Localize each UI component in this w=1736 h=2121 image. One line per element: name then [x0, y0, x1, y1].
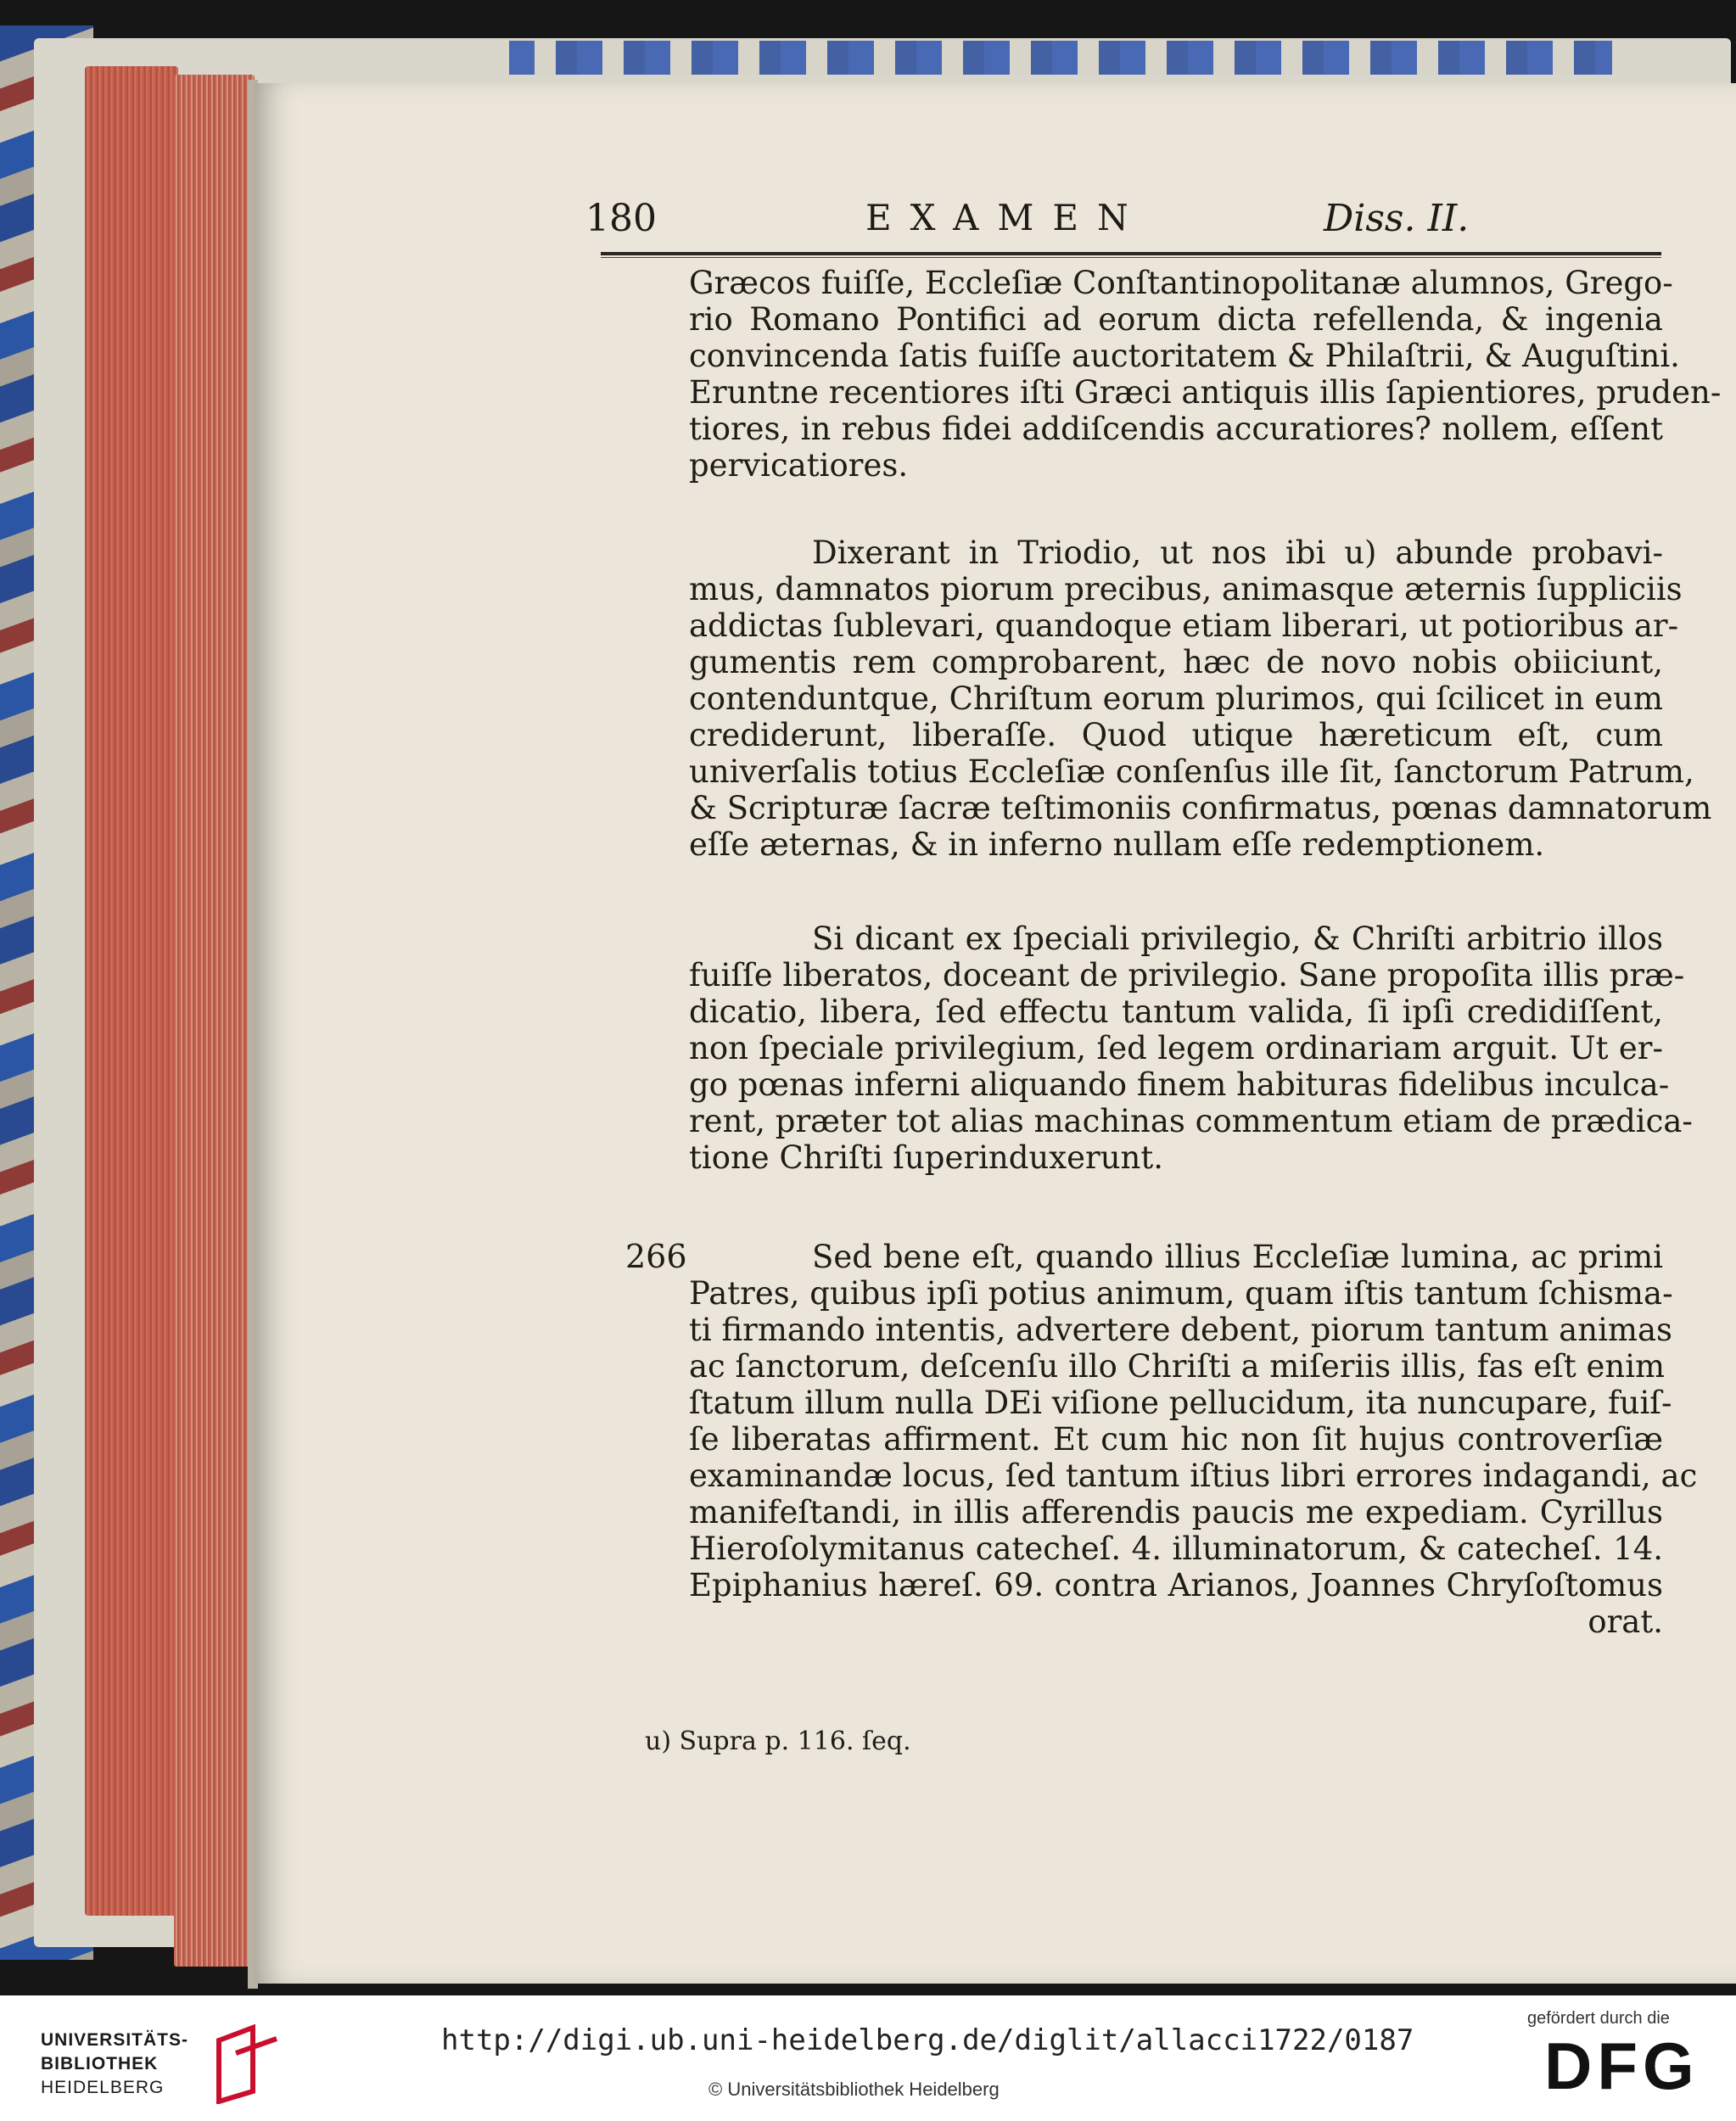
text-line: gumentis rem comprobarent, hæc de novo nobis obiiciunt, — [689, 644, 1663, 680]
section-label: Diss. II. — [1324, 197, 1470, 240]
text-line: Græcos fuiſſe, Eccleſiæ Conſtantinopolitanæ alumnos, Grego- — [689, 265, 1673, 301]
paragraph-3 — [689, 921, 1693, 1176]
margin-number: 266 — [625, 1238, 687, 1275]
text-line: dicatio, libera, ſed effectu tantum valida, ſi ipſi credidiſſent, — [689, 993, 1663, 1030]
dfg-logo[interactable]: DFG — [1544, 2029, 1700, 2103]
text-line: crediderunt, liberaſſe. Quod utique hæreticum eſt, cum — [689, 717, 1663, 753]
text-line: Patres, quibus ipſi potius animum, quam iſtis tantum ſchisma- — [689, 1275, 1673, 1312]
text-line: rent, præter tot alias machinas commentum etiam de prædica- — [689, 1103, 1693, 1139]
text-line: addictas ſublevari, quandoque etiam liberari, ut potioribus ar- — [689, 607, 1679, 644]
text-line: examinandæ locus, ſed tantum iſtius libri errores indagandi, ac — [689, 1458, 1698, 1494]
text-line: convincenda ſatis fuiſſe auctoritatem & Philaſtrii, & Auguſtini. — [689, 338, 1680, 374]
running-title: EXAMEN — [865, 197, 1147, 238]
text-line: Dixerant in Triodio, ut nos ibi u) abunde probavi- — [812, 534, 1663, 571]
text-line: tiores, in rebus fidei addiſcendis accuratiores? nollem, eſſent — [689, 411, 1663, 447]
text-line: mus, damnatos piorum precibus, animasque æternis ſuppliciis — [689, 571, 1683, 607]
text-line: go pœnas inferni aliquando finem habituras fidelibus inculca- — [689, 1066, 1670, 1103]
copyright-notice: © Universitätsbibliothek Heidelberg — [708, 2079, 1000, 2100]
text-line: non ſpeciale privilegium, ſed legem ordinariam arguit. Ut er- — [689, 1030, 1663, 1066]
text-line: rio Romano Pontifici ad eorum dicta refellenda, & ingenia — [689, 301, 1663, 338]
paragraph-2 — [689, 534, 1712, 863]
marbled-cover-top — [509, 41, 1612, 75]
text-line: ac ſanctorum, deſcenſu illo Chriſti a miſeriis illis, fas eſt enim — [689, 1348, 1666, 1385]
page-number: 180 — [585, 197, 657, 240]
running-header — [585, 197, 1655, 248]
red-page-edges — [85, 66, 178, 1916]
text-line: univerſalis totius Eccleſiæ conſenſus ille ſit, ſanctorum Patrum, — [689, 753, 1694, 790]
text-line: contenduntque, Chriſtum eorum plurimos, qui ſcilicet in eum — [689, 680, 1663, 717]
library-name-line2: BIBLIOTHEK — [41, 2054, 159, 2073]
header-rule-thin — [601, 257, 1661, 258]
text-line: Si dicant ex ſpeciali privilegio, & Chriſti arbitrio illos — [812, 921, 1663, 957]
text-line: & Scripturæ ſacræ teſtimoniis confirmatus, pœnas damnatorum — [689, 790, 1712, 826]
text-line: Hieroſolymitanus catecheſ. 4. illuminatorum, & catecheſ. 14. — [689, 1531, 1663, 1567]
paragraph-1 — [689, 265, 1722, 484]
text-line: manifeſtandi, in illis afferendis paucis me expediam. Cyrillus — [689, 1494, 1663, 1531]
library-name-line1: UNIVERSITÄTS- — [41, 2030, 189, 2050]
header-rule — [601, 252, 1661, 255]
text-line: fuiſſe liberatos, doceant de privilegio. Sane propoſita illis præ- — [689, 957, 1685, 993]
university-library-logo[interactable] — [41, 2030, 253, 2098]
text-line: Eruntne recentiores iſti Græci antiquis illis ſapientiores, pruden- — [689, 374, 1722, 411]
catchword: orat. — [1588, 1603, 1663, 1640]
text-line: ſtatum illum nulla DEi viſione pellucidum, ita nuncupare, fuiſ- — [689, 1385, 1672, 1421]
text-line: tione Chriſti ſuperinduxerunt. — [689, 1139, 1163, 1176]
text-line: Sed bene eſt, quando illius Eccleſiæ lumina, ac primi — [812, 1239, 1663, 1275]
text-line: Epiphanius hæreſ. 69. contra Arianos, Joannes Chryſoſtomus — [689, 1567, 1663, 1603]
footnote: u) Supra p. 116. ſeq. — [645, 1726, 911, 1756]
text-line: ſe liberatas affirment. Et cum hic non ſit hujus controverſiæ — [689, 1421, 1663, 1458]
library-name-line3: HEIDELBERG — [41, 2078, 165, 2097]
red-page-edges-inner — [174, 75, 255, 1967]
library-mark-icon — [202, 2023, 283, 2104]
paragraph-4 — [689, 1239, 1698, 1640]
funder-caption: gefördert durch die — [1527, 2009, 1670, 2028]
text-line: ti firmando intentis, advertere debent, piorum tantum animas — [689, 1312, 1673, 1348]
permalink-url[interactable]: http://digi.ub.uni-heidelberg.de/diglit/allacci1722/0187 — [441, 2023, 1414, 2057]
text-line: eſſe æternas, & in inferno nullam eſſe redemptionem. — [689, 826, 1545, 863]
text-line: pervicatiores. — [689, 447, 909, 484]
